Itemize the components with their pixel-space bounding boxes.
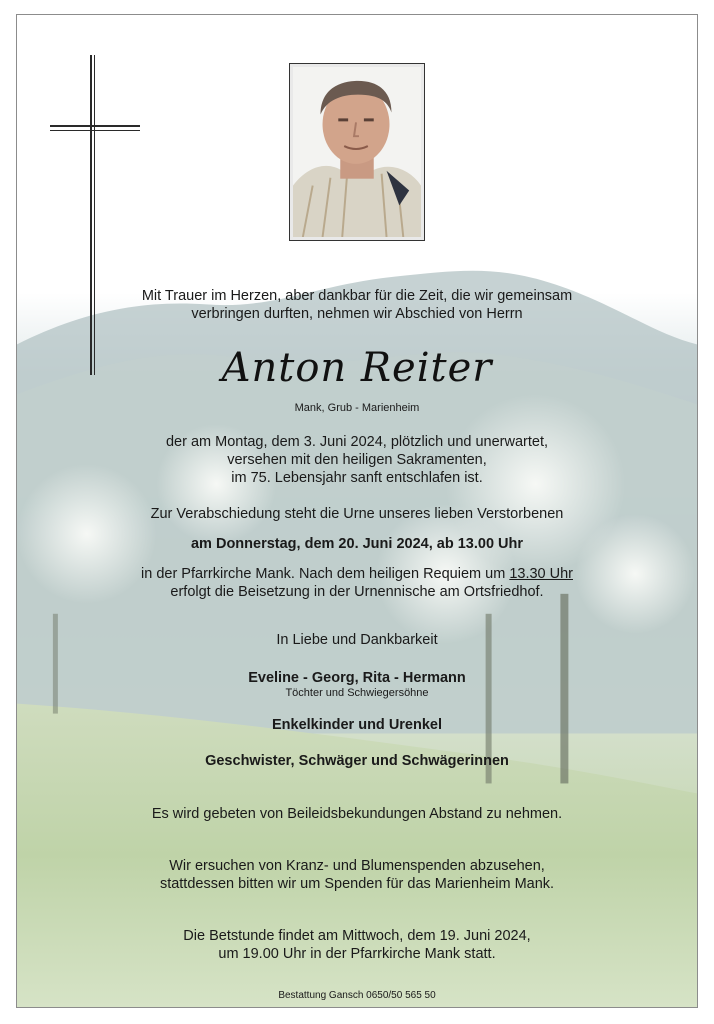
obituary-sheet: [16, 14, 698, 1008]
death-notice-line-2: versehen mit den heiligen Sakramenten,: [227, 452, 487, 468]
farewell-intro: Zur Verabschiedung steht die Urne unseres lieben Verstorbenen: [150, 506, 564, 522]
farewell-date: am Donnerstag, dem 20. Juni 2024, ab 13.00 Uhr: [190, 536, 524, 552]
condolence-request: Es wird gebeten von Beileidsbekundungen Abstand zu nehmen.: [151, 806, 563, 822]
deceased-name: Anton Reiter: [221, 345, 493, 391]
farewell-line-1: [17, 565, 697, 583]
death-notice-line-1: der am Montag, dem 3. Juni 2024, plötzlich und unerwartet,: [165, 434, 549, 450]
cross-horizontal-inner: [50, 130, 140, 131]
mourners-siblings: Geschwister, Schwäger und Schwägerinnen: [205, 753, 509, 769]
requiem-time: 13.30 Uhr: [509, 566, 573, 582]
cross-vertical-inner: [94, 55, 95, 375]
flowers-request-line-1: Wir ersuchen von Kranz- und Blumenspenden abzusehen,: [169, 858, 545, 874]
prayer-line-1: Die Betstunde findet am Mittwoch, dem 19. Juni 2024,: [183, 928, 531, 944]
flowers-request-line-2: stattdessen bitten wir um Spenden für das Marienheim Mank.: [159, 876, 555, 892]
deceased-places: Mank, Grub - Marienheim: [294, 402, 420, 414]
mourners-children: Eveline - Georg, Rita - Hermann: [248, 670, 466, 686]
cross-vertical: [90, 55, 92, 375]
farewell-line-1-text: in der Pfarrkirche Mank. Nach dem heiligen Requiem um: [141, 566, 510, 582]
portrait-photo: [289, 63, 425, 241]
death-notice-line-3: im 75. Lebensjahr sanft entschlafen ist.: [231, 470, 483, 486]
intro-line-1: Mit Trauer im Herzen, aber dankbar für die Zeit, die wir gemeinsam: [141, 288, 573, 304]
intro-line-2: verbringen durften, nehmen wir Abschied von Herrn: [191, 306, 523, 322]
mourners-grandchildren: Enkelkinder und Urenkel: [271, 717, 443, 733]
cross-horizontal: [50, 125, 140, 127]
farewell-line-2: erfolgt die Beisetzung in der Urnennische am Ortsfriedhof.: [170, 584, 544, 600]
mourners-children-label: Töchter und Schwiegersöhne: [285, 687, 429, 699]
prayer-line-2: um 19.00 Uhr in der Pfarrkirche Mank statt.: [218, 946, 496, 962]
undertaker-contact: Bestattung Gansch 0650/50 565 50: [278, 990, 436, 1001]
mourners-intro: In Liebe und Dankbarkeit: [276, 632, 438, 648]
